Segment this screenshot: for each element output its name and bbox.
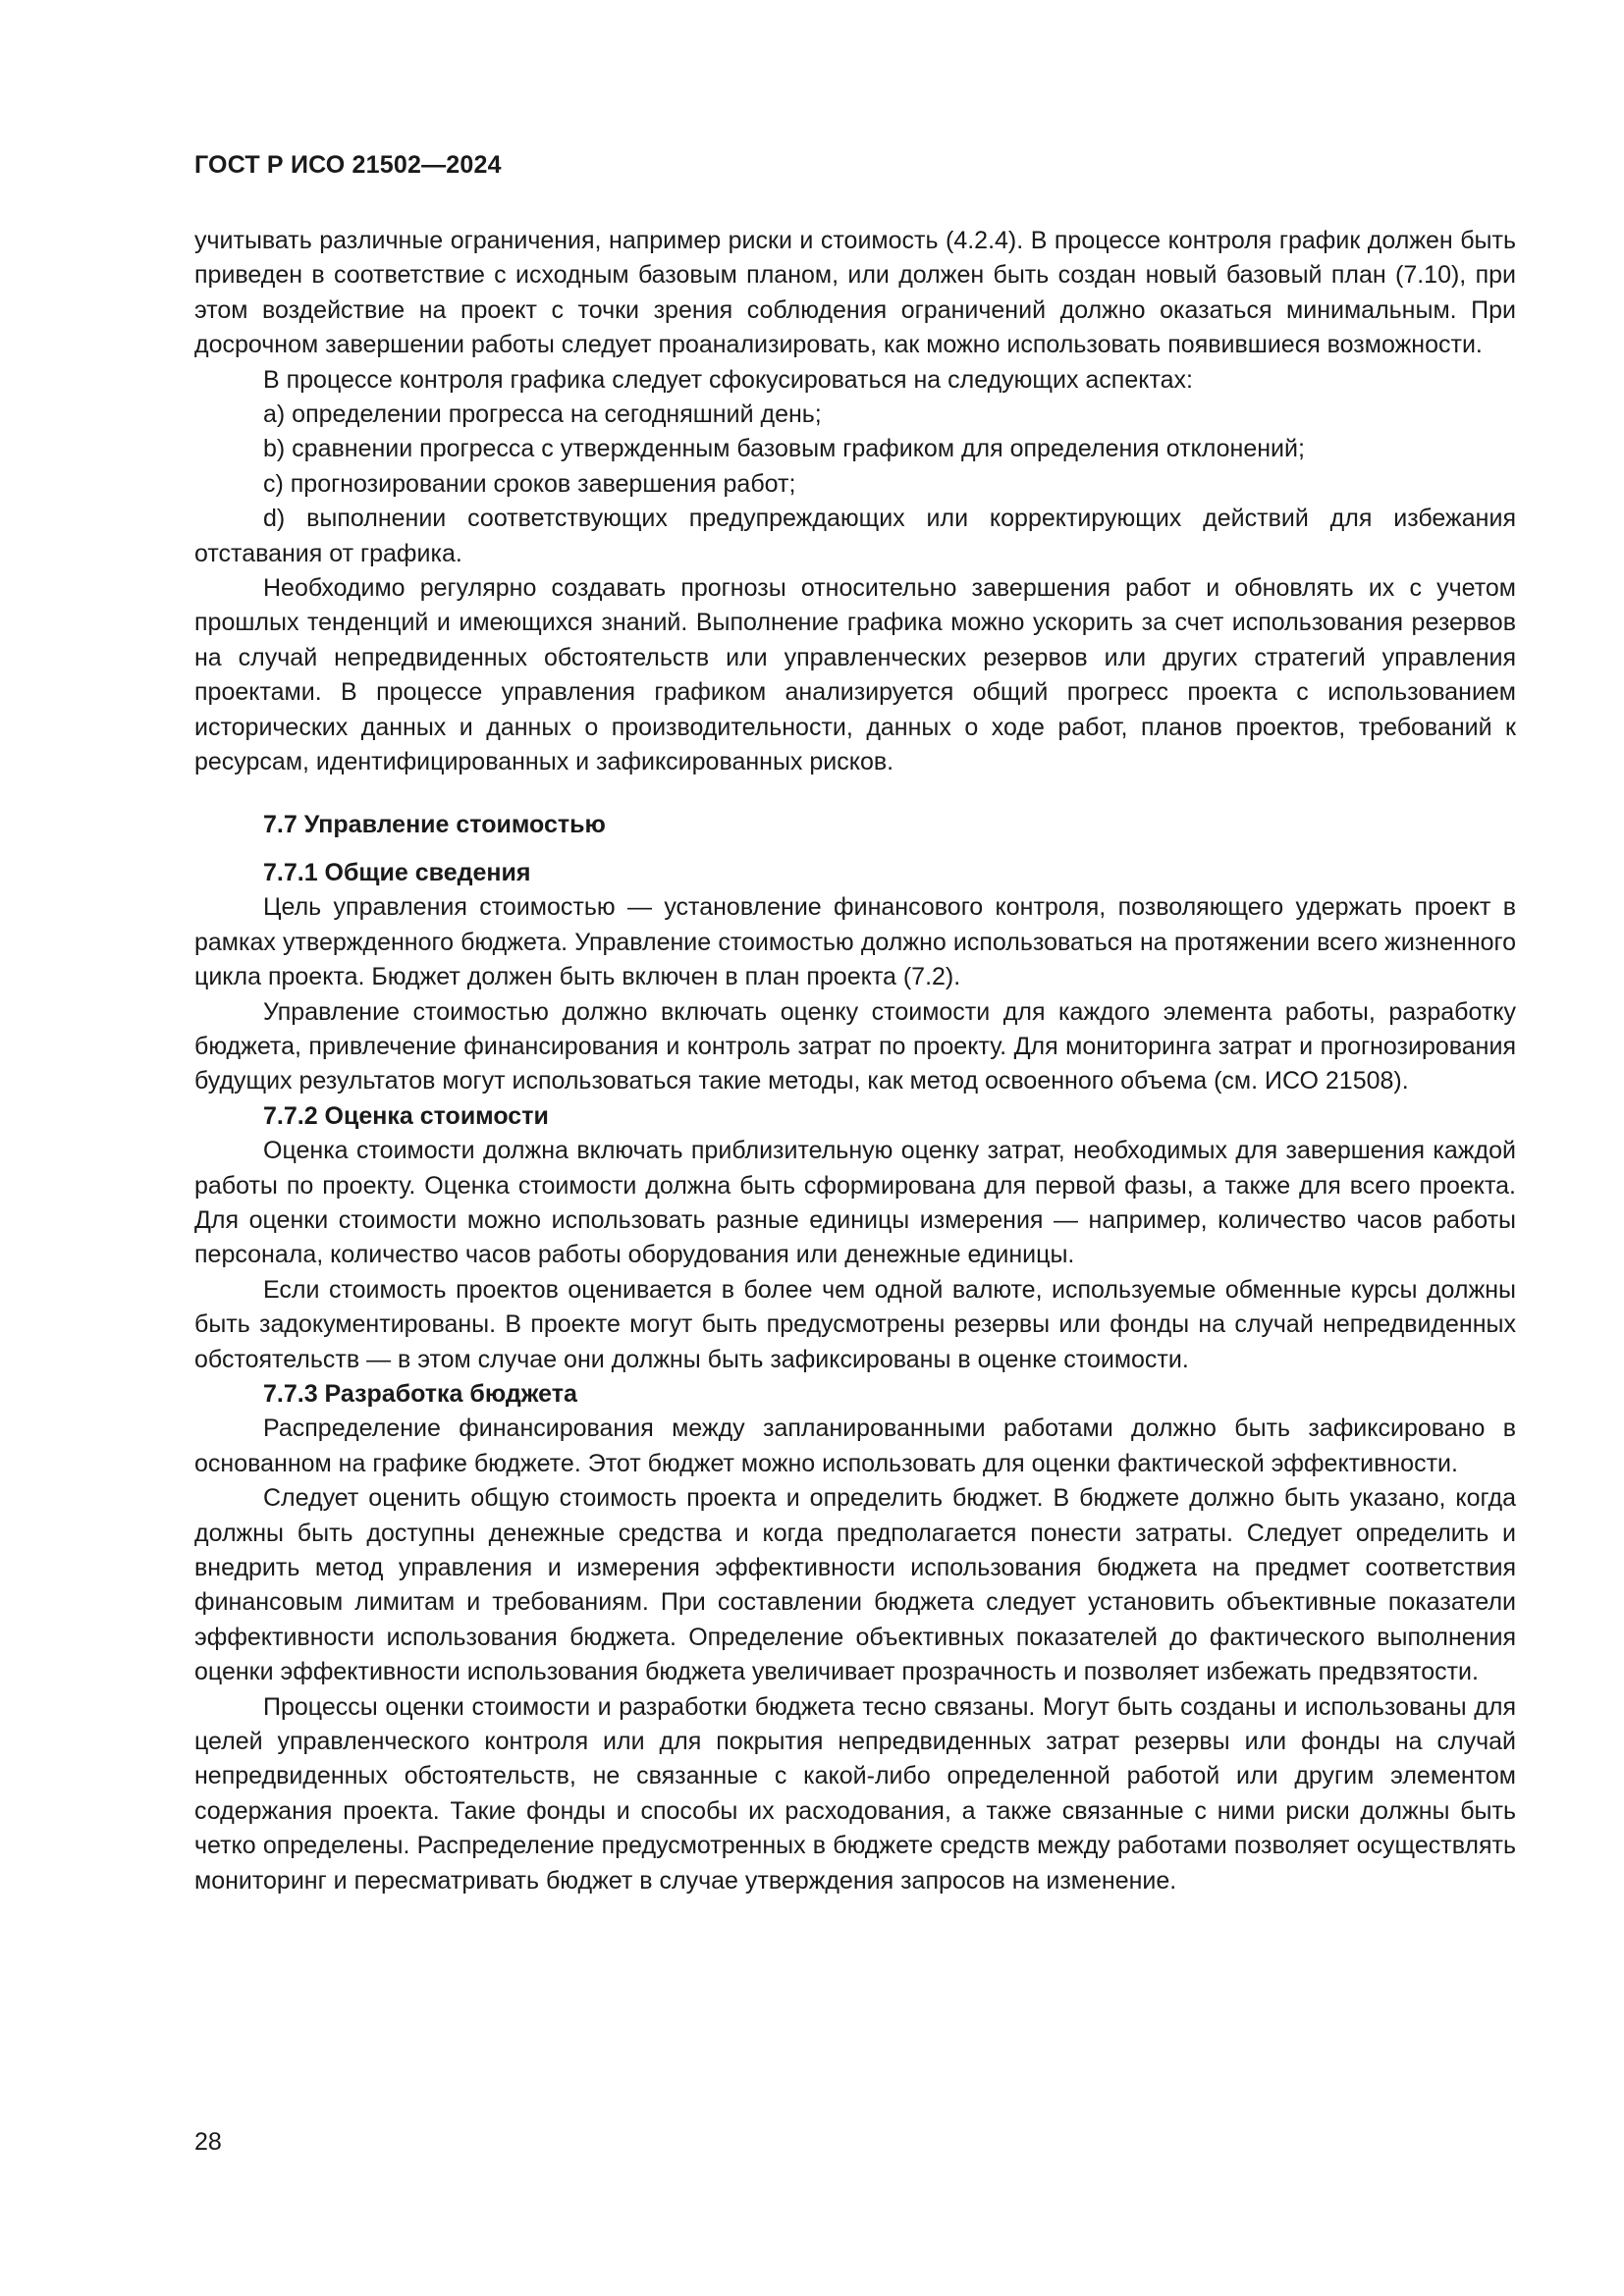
document-header: ГОСТ Р ИСО 21502—2024: [194, 151, 502, 179]
list-item: a) определении прогресса на сегодняшний день;: [263, 400, 822, 429]
paragraph: Управление стоимостью должно включать оценку стоимости для каждого элемента работы, разработку бюджета, привлечение финансирования и контроль затрат по проекту. Для мониторинга затрат и прогнозирования будущих результатов могут использоваться такие методы, как метод освоенного объема (см. ИСО 21508).: [194, 997, 1516, 1095]
section-heading: 7.7 Управление стоимостью: [263, 810, 606, 838]
paragraph: Оценка стоимости должна включать приблизительную оценку затрат, необходимых для завершения каждой работы по проекту. Оценка стоимости должна быть сформирована для первой фазы, а также для всего проекта. Для оценки стоимости можно использовать разные единицы измерения — например, количество часов работы персонала, количество часов работы оборудования или денежные единицы.: [194, 1137, 1516, 1269]
subsection-heading: 7.7.2 Оценка стоимости: [263, 1101, 549, 1130]
list-item: b) сравнении прогресса с утвержденным базовым графиком для определения отклонений;: [263, 435, 1305, 463]
paragraph: Цель управления стоимостью — установление финансового контроля, позволяющего удержать проект в рамках утвержденного бюджета. Управление стоимостью должно использоваться на протяжении всего жизненного цикла проекта. Бюджет должен быть включен в план проекта (7.2).: [194, 893, 1516, 991]
paragraph: Необходимо регулярно создавать прогнозы относительно завершения работ и обновлять их с учетом прошлых тенденций и имеющихся знаний. Выполнение графика можно ускорить за счет использования резервов на случай непредвиденных обстоятельств или управленческих резервов или других стратегий управления проектами. В процессе управления графиком анализируется общий прогресс проекта с использованием исторических данных и данных о производительности, данных о ходе работ, планов проектов, требований к ресурсам, идентифицированных и зафиксированных рисков.: [194, 574, 1516, 776]
subsection-heading: 7.7.1 Общие сведения: [263, 858, 531, 886]
paragraph: Процессы оценки стоимости и разработки бюджета тесно связаны. Могут быть созданы и использованы для целей управленческого контроля или для покрытия непредвиденных затрат резервы или фонды на случай непредвиденных обстоятельств, не связанные с какой-либо определенной работой или другим элементом содержания проекта. Такие фонды и способы их расходования, а также связанные с ними риски должны быть четко определены. Распределение предусмотренных в бюджете средств между работами позволяет осуществлять мониторинг и пересматривать бюджет в случае утверждения запросов на изменение.: [194, 1692, 1516, 1895]
subsection-heading: 7.7.3 Разработка бюджета: [263, 1380, 577, 1408]
document-body: [194, 224, 1516, 1898]
page-number: 28: [194, 2128, 222, 2156]
paragraph: Распределение финансирования между запланированными работами должно быть зафиксировано в основанном на графике бюджете. Этот бюджет можно использовать для оценки фактической эффективности.: [194, 1415, 1516, 1477]
paragraph: Если стоимость проектов оценивается в более чем одной валюте, используемые обменные курсы должны быть задокументированы. В проекте могут быть предусмотрены резервы или фонды на случай непредвиденных обстоятельств — в этом случае они должны быть зафиксированы в оценке стоимости.: [194, 1275, 1516, 1373]
paragraph: учитывать различные ограничения, например риски и стоимость (4.2.4). В процессе контроля график должен быть приведен в соответствие с исходным базовым планом, или должен быть создан новый базовый план (7.10), при этом воздействие на проект с точки зрения соблюдения ограничений должно оказаться минимальным. При досрочном завершении работы следует проанализировать, как можно использовать появившиеся возможности.: [194, 227, 1516, 359]
list-item: d) выполнении соответствующих предупреждающих или корректирующих действий для избежания отставания от графика.: [194, 505, 1516, 567]
paragraph: Следует оценить общую стоимость проекта и определить бюджет. В бюджете должно быть указано, когда должны быть доступны денежные средства и когда предполагается понести затраты. Следует определить и внедрить метод управления и измерения эффективности использования бюджета на предмет соответствия финансовым лимитам и требованиям. При составлении бюджета следует установить объективные показатели эффективности использования бюджета. Определение объективных показателей до фактического выполнения оценки эффективности использования бюджета увеличивает прозрачность и позволяет избежать предвзятости.: [194, 1484, 1516, 1686]
paragraph: В процессе контроля графика следует сфокусироваться на следующих аспектах:: [263, 365, 1193, 394]
list-item: c) прогнозировании сроков завершения работ;: [263, 469, 796, 498]
